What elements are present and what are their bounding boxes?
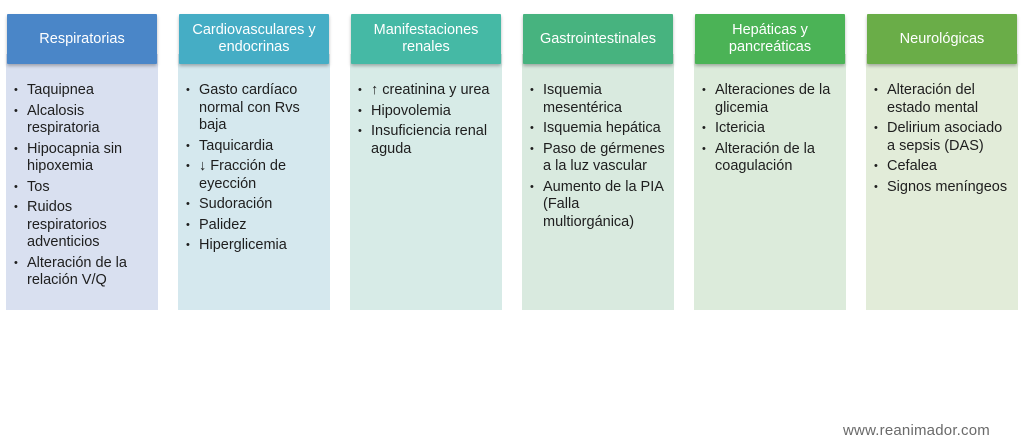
list-item-text: Cefalea (887, 158, 937, 174)
bullet-icon: • (874, 84, 878, 96)
list-item-text: Hiperglicemia (199, 237, 287, 253)
list-item (702, 120, 840, 138)
category-column (6, 14, 158, 288)
symptom-list (530, 82, 668, 231)
symptom-list (874, 82, 1012, 196)
list-item (14, 255, 152, 290)
list-item (702, 82, 840, 117)
category-body (6, 54, 158, 310)
bullet-icon: • (14, 84, 18, 96)
category-header: Respiratorias (7, 14, 157, 64)
bullet-icon: • (702, 142, 706, 155)
list-item (14, 199, 152, 252)
list-item (186, 196, 324, 214)
bullet-icon: • (14, 142, 18, 155)
list-item (530, 82, 668, 117)
list-item (186, 158, 324, 193)
bullet-icon: • (530, 122, 534, 134)
bullet-icon: • (530, 180, 534, 193)
bullet-icon: • (530, 84, 534, 96)
list-item (530, 120, 668, 138)
list-item-text: Taquicardia (199, 137, 274, 154)
list-item (14, 103, 152, 138)
list-item (186, 82, 324, 135)
list-item (874, 158, 1012, 176)
bullet-icon: • (702, 122, 706, 134)
list-item-text: Gasto cardíaco normal con Rvs baja (199, 82, 300, 133)
bullet-icon: • (14, 180, 18, 193)
category-header: Neurológicas (867, 14, 1017, 64)
list-item-text: Taquipnea (27, 82, 94, 98)
list-item (358, 82, 496, 100)
bullet-icon: • (186, 84, 190, 96)
category-header: Hepáticas y pancreáticas (695, 14, 845, 64)
list-item-text: Isquemia mesentérica (543, 82, 622, 116)
list-item (14, 82, 152, 100)
list-item-text: Isquemia hepática (543, 120, 661, 136)
list-item-text: Signos meníngeos (887, 178, 1008, 195)
list-item-text: Sudoración (199, 196, 273, 212)
category-column (522, 14, 674, 230)
list-item-text: Tos (27, 178, 50, 195)
category-header: Gastrointestinales (523, 14, 673, 64)
list-item (874, 179, 1012, 197)
list-item (358, 103, 496, 121)
bullet-icon: • (358, 125, 362, 137)
bullet-icon: • (186, 198, 190, 210)
bullet-icon: • (358, 104, 362, 117)
list-item-text: Alteración del estado mental (887, 82, 979, 116)
category-column (866, 14, 1018, 195)
symptom-list (14, 82, 152, 290)
list-item (530, 179, 668, 232)
bullet-icon: • (186, 239, 190, 251)
category-body (522, 54, 674, 310)
list-item-text: Paso de gérmenes a la luz vascular (543, 140, 665, 174)
list-item-text: Delirium asociado a sepsis (DAS) (887, 120, 1003, 154)
bullet-icon: • (14, 201, 18, 213)
bullet-icon: • (874, 122, 878, 134)
category-body (178, 54, 330, 310)
list-item-text: ↑ creatinina y urea (371, 82, 490, 98)
list-item-text: Hipovolemia (371, 102, 451, 119)
list-item-text: Ictericia (715, 120, 765, 136)
category-header: Manifestaciones renales (351, 14, 501, 64)
list-item (874, 120, 1012, 155)
bullet-icon: • (530, 142, 534, 155)
category-body (866, 54, 1018, 310)
symptom-list (186, 82, 324, 255)
list-item-text: Aumento de la PIA (Falla multiorgánica) (543, 178, 664, 230)
bullet-icon: • (186, 218, 190, 231)
list-item (530, 141, 668, 176)
bullet-icon: • (14, 256, 18, 269)
symptom-list (358, 82, 496, 158)
category-body (694, 54, 846, 310)
list-item-text: Alteración de la coagulación (715, 140, 815, 174)
bullet-icon: • (186, 139, 190, 152)
list-item-text: Palidez (199, 216, 247, 233)
list-item-text: Ruidos respiratorios adventicios (27, 199, 107, 250)
list-item-text: Hipocapnia sin hipoxemia (27, 140, 123, 174)
list-item (186, 217, 324, 235)
category-body (350, 54, 502, 310)
list-item (14, 179, 152, 197)
category-column (350, 14, 502, 157)
list-item (14, 141, 152, 176)
list-item (186, 138, 324, 156)
list-item (702, 141, 840, 176)
category-column (178, 14, 330, 253)
category-header: Cardiovasculares y endocrinas (179, 14, 329, 64)
bullet-icon: • (358, 84, 362, 96)
website-watermark: www.reanimador.com (843, 422, 990, 439)
list-item-text: Insuficiencia renal aguda (371, 123, 488, 157)
bullet-icon: • (874, 180, 878, 193)
bullet-icon: • (874, 160, 878, 172)
list-item-text: Alteración de la relación V/Q (27, 254, 127, 288)
list-item (874, 82, 1012, 117)
bullet-icon: • (14, 104, 18, 117)
symptom-list (702, 82, 840, 176)
category-column (694, 14, 846, 174)
list-item-text: Alteraciones de la glicemia (715, 82, 831, 116)
bullet-icon: • (702, 84, 706, 96)
bullet-icon: • (186, 160, 190, 172)
list-item-text: Alcalosis respiratoria (27, 102, 100, 136)
list-item (358, 123, 496, 158)
list-item (186, 237, 324, 255)
list-item-text: ↓ Fracción de eyección (199, 158, 287, 192)
